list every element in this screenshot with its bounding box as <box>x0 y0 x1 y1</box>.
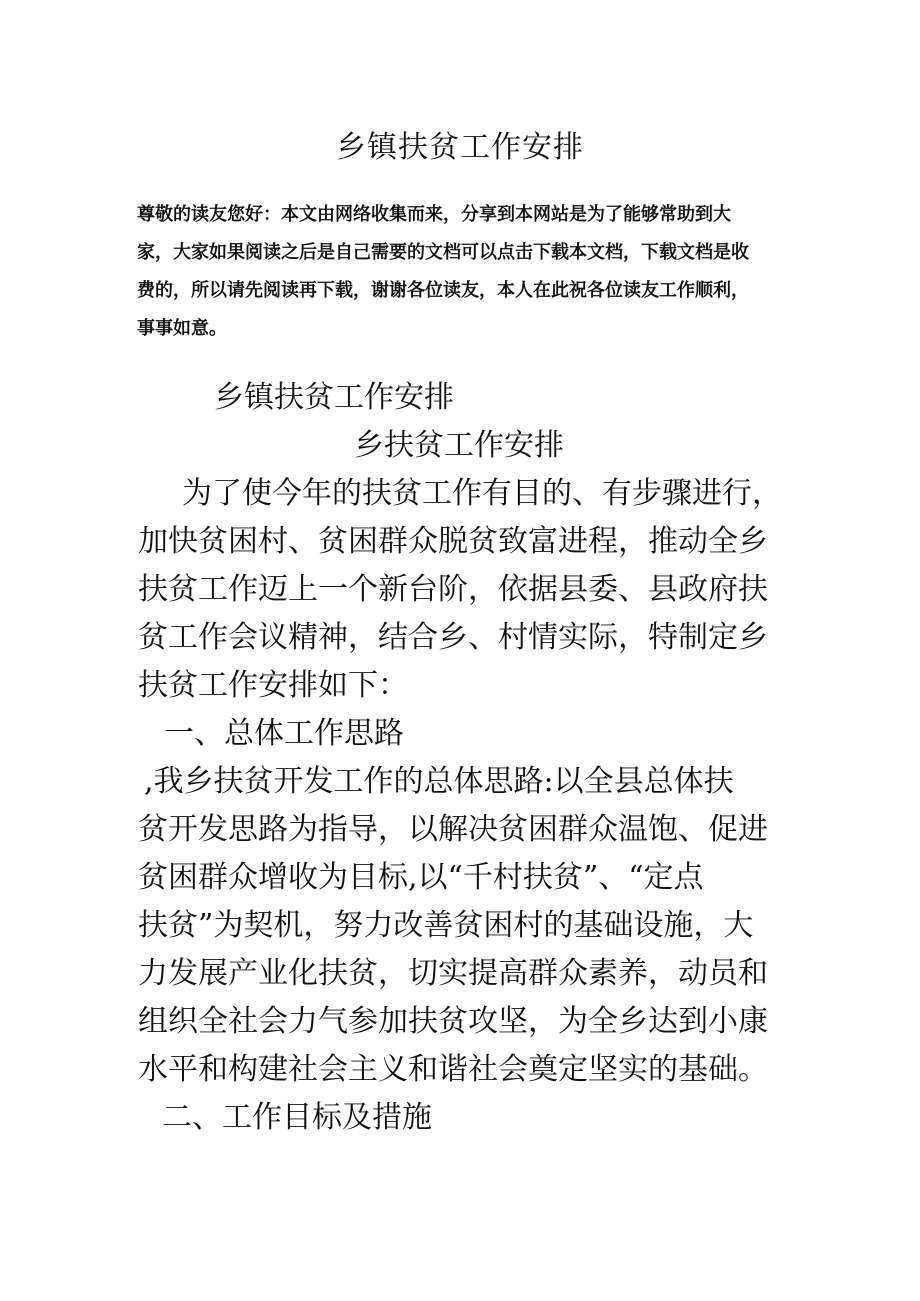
reader-notice <box>137 196 777 348</box>
paragraph-line: ,我乡扶贫开发工作的总体思路:以全县总体扶 <box>144 764 734 799</box>
paragraph-line: 水平和构建社会主义和谐社会奠定坚实的基础。 <box>138 1052 768 1087</box>
document-title: 乡镇扶贫工作安排 <box>336 130 584 165</box>
paragraph-line: 贫困群众增收为目标,以“千村扶贫”、“定点 <box>138 860 704 895</box>
paragraph-line: 贫开发思路为指导，以解决贫困群众温饱、促进 <box>138 812 768 847</box>
document-body <box>138 374 788 1142</box>
notice-line: 家，大家如果阅读之后是自己需要的文档可以点击下载本文档，下载文档是收 <box>137 242 749 263</box>
section-1-paragraph <box>138 758 788 1094</box>
subtitle-township-plan: 乡扶贫工作安排 <box>354 428 564 463</box>
notice-line: 事事如意。 <box>137 318 227 339</box>
paragraph-line: 组织全社会力气参加扶贫攻坚，为全乡达到小康 <box>138 1004 768 1039</box>
paragraph-line: 扶贫工作安排如下： <box>138 668 408 703</box>
notice-line: 尊敬的读友您好：本文由网络收集而来，分享到本网站是为了能够常助到大 <box>137 204 731 225</box>
section-heading-goals-measures: 二、工作目标及措施 <box>162 1100 432 1135</box>
paragraph-line: 扶贫”为契机，努力改善贫困村的基础设施，大 <box>138 908 754 943</box>
subtitle-town-plan: 乡镇扶贫工作安排 <box>214 380 454 415</box>
paragraph-line: 为了使今年的扶贫工作有目的、有步骤进行， <box>182 476 782 511</box>
paragraph-line: 贫工作会议精神，结合乡、村情实际，特制定乡 <box>138 620 768 655</box>
paragraph-line: 力发展产业化扶贫，切实提高群众素养，动员和 <box>138 956 768 991</box>
notice-line: 费的，所以请先阅读再下载，谢谢各位读友，本人在此祝各位读友工作顺利， <box>137 280 749 301</box>
paragraph-line: 扶贫工作迈上一个新台阶，依据县委、县政府扶 <box>138 572 768 607</box>
section-heading-overall-approach: 一、总体工作思路 <box>164 716 404 751</box>
paragraph-line: 加快贫困村、贫困群众脱贫致富进程，推动全乡 <box>138 524 768 559</box>
intro-paragraph <box>138 470 788 710</box>
